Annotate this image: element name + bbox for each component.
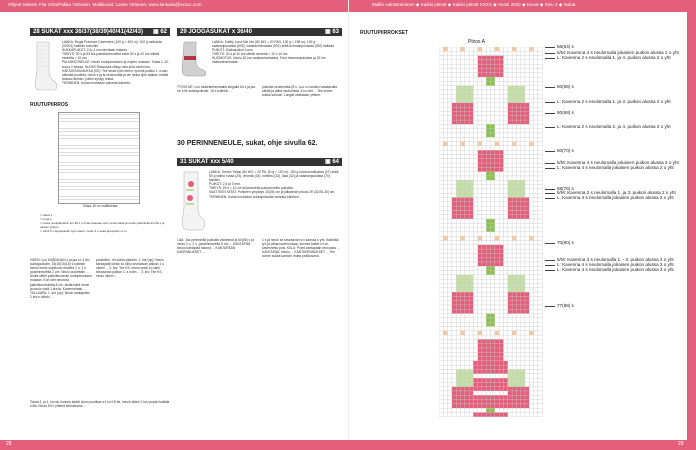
s28-col3: Toista 3. ja 4. krs:ta, kunnes kaikki sivun puolikas s:t on KS:ita. Neulo sitten 2 krs ympäri kaikilla s:illä. Neulo KS:t yhtenä silmukkana ... <box>30 400 170 409</box>
row-arrow-line <box>545 113 555 114</box>
pattern-heading: RUUTUPIIRROKSET <box>360 30 409 36</box>
bottom-banner <box>0 440 696 450</box>
pattern-row-label: L: Kavenna 2 s neulomalla 2. ja 4. puikon alussa 2 o yht <box>557 124 671 129</box>
s31-intro <box>209 170 341 199</box>
legend-nosta: = nosta puolipalmikon krs:ltä 1 s ilman kaavaa nurin neulomatta ja neulo palmikolla krs:ltä s ja oikean yhteen <box>40 221 165 229</box>
s29-col2: puikolla neulomatta (8 s. Luo s:t uusiksi vastaavalla värillä ja jatka neulomista. Kun olet ... Tee toinen sukka samoin. Langat vastataan yhteen. <box>262 85 337 98</box>
pattern-row-label: L: Kavenna 2 s neulomalla 1. ja 4. puikon alussa 2 o yht <box>557 55 671 60</box>
colorwork-chart <box>439 47 543 417</box>
s31-vaatteen: VAATTEEN MITAT: Pohkeen ympärys 33(35) cm ja jalkaterän pituus 25 (22/28-30) cm. <box>209 190 336 195</box>
row-arrow-line <box>545 306 555 307</box>
row-arrow-line <box>545 151 555 152</box>
s29-tyo: TYÖOHJE: Luo vaaleanharmaalla langalla 64 s ja jaa ne 4:lle sukkapuikolle, 16 s kullekin ... <box>177 85 256 94</box>
sock-photo-28 <box>31 40 59 92</box>
row-arrow-line <box>545 265 555 266</box>
page-number-right: 29 <box>678 441 684 447</box>
s28-terminer: TERMINEN: Sukat neulotaan varresta kärkeen. <box>62 80 132 85</box>
row-arrow-line <box>545 102 555 103</box>
section-29-header <box>177 28 342 36</box>
pattern-row-label: L: Kavenna 4 s neulomalla jokaisen puikon alussa 2 o yht <box>557 195 674 200</box>
s28-col1: VARSI: Luo 60(60/64)64 s ja jaa s:t 4 ilm sukkapuikolle, 15(15)16(16) s kullekin. Neulo ensin sopiltuna neuletta 1 o, 1 n joustinneuletta 2 cm. Neulo puolettain ... Aloita sitten palmikkoneule ruutupiirroksen mukaan. Kun olet neulonut palmikkoneuletta 8 cm, aloita sileä neule ja neulo vielä 1 krs:ta. Kavennetaan ... TALLAAPA: 1. krs (op): Neulo kantapään 2 krs:n oikein ... <box>30 258 92 299</box>
s29-tiheys: TIHEYS: 30 s ja 42 krs sileää neuletta = 10 x 10 cm. <box>212 52 289 57</box>
row-arrow-line <box>545 53 555 54</box>
row-arrow-line <box>545 270 555 271</box>
s31-puikot: PUIKOT: 2,5 ja 3 mm. <box>209 182 241 187</box>
row-arrow-line <box>545 87 555 88</box>
pattern-a-label: Piiros A <box>468 39 485 45</box>
row-arrow-line <box>545 47 555 48</box>
pattern-row-label: 60(70) s <box>557 148 574 153</box>
s28-legend <box>40 213 170 233</box>
row-arrow-line <box>545 127 555 128</box>
s29-huom: HUOMOTUS: Neulo 32 krs vaaleanharmaata, 5 krs tummanpunaista ja 32 krs vaaleanharmaata. <box>212 56 326 65</box>
row-arrow-line <box>545 198 555 199</box>
section-28-header <box>30 28 170 36</box>
section-29-title: 29 JOOGASUKAT x 36/40 <box>180 29 252 35</box>
row-arrow-line <box>545 168 555 169</box>
legend-siirra: = siirrä 6 s apupuikolle työn eteen, neulo 3 o sekä apupuikon s:t o <box>40 229 128 233</box>
pattern-row-label: L: Kavenna 4 s neulomalla jokaisen puikon alussa 2 o yht <box>557 267 674 272</box>
pattern-row-label: 60(66) s <box>557 84 574 89</box>
s28-lanka: LANKA: Regia Premium Cashmere (100 g = 400 m): 100 g valkoista (00001) kaikkiin kokoihin. <box>62 40 162 49</box>
section-31-header <box>177 158 342 166</box>
s31-col2: 1 s ja neulo se seuraavan s:n kanssa o yht. Kääntää työ ja pillaa kavennuksia, kunnes kaikki s:t on kavennettu pois. KIILA: Poimi kantapään reunoista ... KANTAPÄÄ: Neulo ... KANTAVENNUKSET ... Tee toinen sukka samoin mutta peilikuvana. <box>262 238 340 259</box>
row-arrow-line <box>545 243 555 244</box>
s28-tiheys: TIHEYS: 30 s ja 53 krs palmikkoneuletta sekä 30 s ja 42 krs sileää neuletta = 10 cm. <box>62 52 159 61</box>
header-right-text: Mallin valmistaminen ◆ Kaikki päivät ◆ Kaikki päivät XXXX ◆ Vuosi 2022 ◆ Kuvat ◆ Sivu 2 ◆ Sukat <box>372 2 576 7</box>
pattern-row-label: 60(68) s <box>557 110 574 115</box>
s28-chart-title: RUUTUPIIRROS <box>30 102 69 108</box>
section-30-title: 30 PERINNENEULE, sukat, ohje sivulla 62. <box>177 140 318 147</box>
s31-lanka: LANKA: Teeton Yoltac (80 WO = 20 PA, 50 g = 130 m): 150 g luonnonvalkoista (07) sekä 50 g vaihto rosaa (25), vihreää (34), meillinu (32), lilaa (32) ja vaaleanpunaista (70) kaikkiin. <box>209 170 339 183</box>
legend-nurja: = nurja s <box>40 217 52 221</box>
pattern-row-label: 5/M: Kavenna 4 s neulomalla jokaisen puikon alussa 2 o yht <box>557 160 679 165</box>
page-spine <box>348 0 349 450</box>
s28-knit-chart <box>58 112 140 204</box>
header-left-text: Ohjeet tekeesi Piia Virta/Pakka Yahvarin. Mallikuvat: Lasse Virtanen, www.lankaka@xxxxx.com <box>8 2 202 7</box>
sock-photo-29 <box>178 40 208 78</box>
side-tab <box>687 12 696 450</box>
row-arrow-line <box>545 193 555 194</box>
sock-photo-31 <box>178 170 206 232</box>
pattern-row-label: L: Kavenna 4 s neulomalla jokaisen puikon alussa 2 o yht <box>557 262 674 267</box>
row-arrow-line <box>545 260 555 261</box>
pattern-row-label: 5/M: Kavenna 2 s neulomalla 1. ja 3. puikon alussa 2 o yht <box>557 190 676 195</box>
s28-palmikko: PALMIKKONEULE: Neulo ruutupiirroksen ja ohjeen mukaan. Toista 1–40 krs:ta 2 kertaa. HUOM! Raavussa näkyy vain joka toinen krs. <box>62 60 169 69</box>
s31-term: TERMINEN: Sukat neulotaan sukkapuikoilla varresta kärkeen. <box>209 194 300 199</box>
s31-col1: LAA: Jos perinneillä puikoilla vaikeimat ja 60(66) s ja neulo 2 o, 2 n -joustinneuletta 5 cm ... KANTAPÄÄ: Neulo kantapää tasona ... KANTAPÄÄN KAVENNUKSET ... <box>177 238 254 255</box>
row-arrow-line <box>545 163 555 164</box>
row-arrow-line <box>545 189 555 190</box>
s29-intro <box>212 40 340 65</box>
s28-chart-caption: Toista 16 on mallikertaa <box>82 204 118 208</box>
section-28-title: 28 SUKAT xxx 36/37(38/39)40/41(42/43) <box>33 29 143 35</box>
s31-tiheys: TIHEYS: 25 s = 10 cm kirjoneuletta pakuunneilla puikoilla. <box>209 186 294 191</box>
section-31-title: 31 SUKAT xxx 5/40 <box>180 159 234 165</box>
camera-icon: ▣ 63 <box>324 29 339 35</box>
s28-intro <box>62 40 170 85</box>
s29-puikot: PUIKOT: Sukkapuikot 3 mm. <box>212 48 254 53</box>
pattern-row-label: L: Kavenna 4 s neulomalla jokaisen puikon alussa 2 o yht <box>557 165 674 170</box>
s28-col2: puolellein, ref sivilla ylipiddn. 1. krs (op): Neulo kantapään keski s:t siksi seuraavan palkon 1 s oikein ... 2. krs: Tee KS, neulo keski s:t siksi seuraavan palkon 1. s nurin ... 3. krs: Tee KS, neulo oikein ... <box>96 258 164 279</box>
s29-lanka: LANKA: Sublty Luna Mix Ute (80 MO = 20 PAN, 100 g = 198 m): 100 g vaaleanpunaista (605), vaaleanharmaata (902) sekä tummanpunaista (952) kaikkiin. <box>212 40 335 49</box>
page-number-left: 28 <box>6 441 12 447</box>
s28-puikot: SUKKAPUIKOT: 2,5–3 mm tarvitaan malaan. <box>62 48 128 53</box>
pattern-row-label: 56(64) s <box>557 44 574 49</box>
pattern-row-label: 5/M: Kavenna 4 s neulomalla jokaisen puikon alussa 2 o yht <box>557 50 679 55</box>
camera-icon: ▣ 62 <box>152 29 167 35</box>
pattern-row-label: 77(88) s <box>557 303 574 308</box>
row-arrow-line <box>545 58 555 59</box>
camera-icon: ▣ 64 <box>324 159 339 165</box>
pattern-row-label: 70(80) s <box>557 240 574 245</box>
pattern-row-label: 5/M: Kavenna 3 s neulomalla 1. - 3. puikon alussa 2 o yht <box>557 257 674 262</box>
pattern-row-label: 68(76) s <box>557 186 574 191</box>
s28-kaksois: KAKSOISSILMUKKA (KS): Tee tavka työn eteen, työnnä puikko 1. s:aan oikealta puolelta, neulo s ja ts neulomatta ja vie lanka työn taakse, kiristä lankaa hieman, jolloin syntyy rekkä. <box>62 68 169 81</box>
legend-oikea: = oikea s <box>40 213 53 217</box>
pattern-row-label: L: Kavenna 2 s neulomalla 1. ja 3. puikon alussa 2 o yht <box>557 99 671 104</box>
